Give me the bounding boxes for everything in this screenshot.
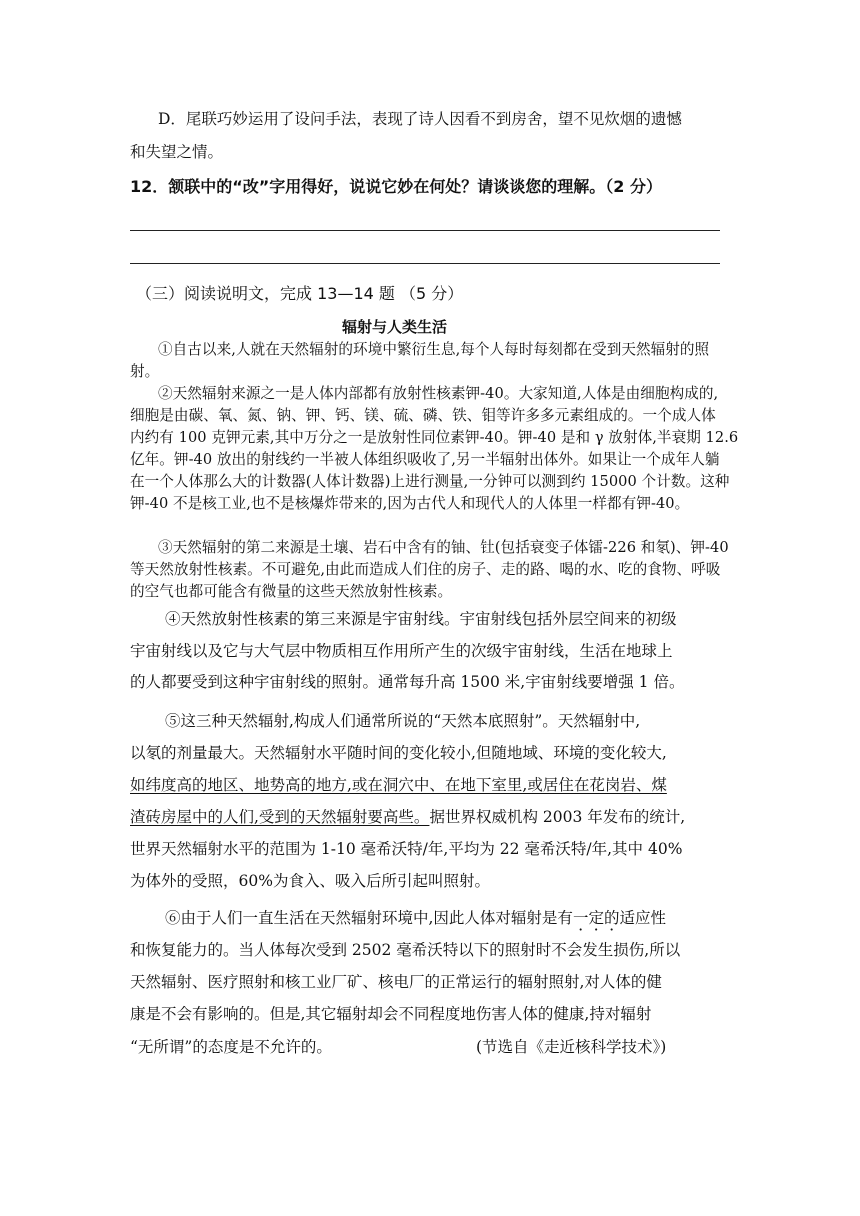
paragraph-1-line2: 射。 (130, 363, 160, 380)
paragraph-5-line5: 世界天然辐射水平的范围为 1-10 毫希沃特/年,平均为 22 毫希沃特/年,其中 40% (130, 840, 683, 858)
option-d-line2: 和失望之情。 (130, 143, 224, 161)
answer-line-2 (130, 263, 720, 264)
paragraph-6-line1: ⑥由于人们一直生活在天然辐射环境中,因此人体对辐射是有一定的适应性 (165, 909, 666, 927)
answer-line-1 (130, 230, 720, 231)
paragraph-6-line3: 天然辐射、医疗照射和核工业厂矿、核电厂的正常运行的辐射照射,对人体的健 (130, 973, 662, 991)
source-citation: (节选自《走近核科学技术》) (476, 1038, 667, 1056)
emphasis-char-2: 定 (588, 909, 604, 927)
paragraph-4-line2: 宇宙射线以及它与大气层中物质相互作用所产生的次级宇宙射线，生活在地球上 (130, 642, 673, 660)
paragraph-2-line1: ②天然辐射来源之一是人体内部都有放射性核素钾-40。大家知道,人体是由细胞构成的, (158, 385, 719, 402)
paragraph-6-line2: 和恢复能力的。当人体每次受到 2502 毫希沃特以下的照射时不会发生损伤,所以 (130, 941, 681, 959)
option-d-line1: D．尾联巧妙运用了设问手法，表现了诗人因看不到房舍，望不见炊烟的遗憾 (158, 110, 682, 128)
article-title: 辐射与人类生活 (342, 318, 448, 336)
underlined-sentence-part2: 渣砖房屋中的人们,受到的天然辐射要高些。 (130, 808, 430, 826)
question-12: 12．颔联中的“改”字用得好，说说它妙在何处？请谈谈您的理解。（2 分） (130, 177, 663, 196)
paragraph-6-line4: 康是不会有影响的。但是,其它辐射却会不同程度地伤害人体的健康,持对辐射 (130, 1005, 652, 1023)
paragraph-5-line3 (130, 774, 667, 796)
section-heading: （三）阅读说明文，完成 13—14 题 （5 分） (136, 284, 464, 303)
paragraph-5-line4-rest: 据世界权威机构 2003 年发布的统计, (429, 808, 686, 826)
paragraph-4-line1: ④天然放射性核素的第三来源是宇宙射线。宇宙射线包括外层空间来的初级 (165, 610, 677, 628)
underlined-sentence-part1: 如纬度高的地区、地势高的地方,或在洞穴中、在地下室里,或居住在花岗岩、煤 (130, 776, 667, 794)
paragraph-6-line5: “无所谓”的态度是不允许的。 (130, 1038, 332, 1056)
emphasis-char-1: 一 (572, 909, 589, 927)
paragraph-3-line3: 的空气也都可能含有微量的这些天然放射性核素。 (130, 583, 453, 600)
paragraph-2-line2: 细胞是由碳、氧、氮、钠、钾、钙、镁、硫、磷、铁、钼等许多多元素组成的。一个成人体 (130, 407, 716, 424)
paragraph-5-line1: ⑤这三种天然辐射,构成人们通常所说的“天然本底照射”。天然辐射中, (165, 712, 641, 730)
emphasis-char-3: 的 (603, 909, 620, 927)
paragraph-5-line6: 为体外的受照，60%为食入、吸入后所引起叫照射。 (130, 872, 490, 890)
paragraph-1-line1: ①自古以来,人就在天然辐射的环境中繁衍生息,每个人每时每刻都在受到天然辐射的照 (158, 341, 710, 358)
paragraph-3-line1: ③天然辐射的第二来源是土壤、岩石中含有的铀、钍(包括衰变子体镭-226 和氡)、钾-40 (158, 539, 729, 556)
paragraph-2-line3: 内约有 100 克钾元素,其中万分之一是放射性同位素钾-40。钾-40 是和 γ 放射体,半衰期 12.6 (130, 429, 739, 446)
paragraph-4-line3: 的人都要受到这种宇宙射线的照射。通常每升高 1500 米,宇宙射线要增强 1 倍。 (130, 673, 685, 691)
paragraph-2-line4: 亿年。钾-40 放出的射线约一半被人体组织吸收了,另一半辐射出体外。如果让一个成年人躺 (130, 451, 720, 468)
paragraph-5-line2: 以氡的剂量最大。天然辐射水平随时间的变化较小,但随地域、环境的变化较大, (130, 744, 667, 762)
paragraph-2-line5: 在一个人体那么大的计数器(人体计数器)上进行测量,一分钟可以测到约 15000 个计数。这种 (130, 473, 730, 490)
paragraph-3-line2: 等天然放射性核素。不可避免,由此而造成人们住的房子、走的路、喝的水、吃的食物、呼吸 (130, 561, 721, 578)
paragraph-2-line6: 钾-40 不是核工业,也不是核爆炸带来的,因为古代人和现代人的人体里一样都有钾-40。 (130, 495, 690, 512)
paragraph-5-line4 (130, 806, 685, 828)
